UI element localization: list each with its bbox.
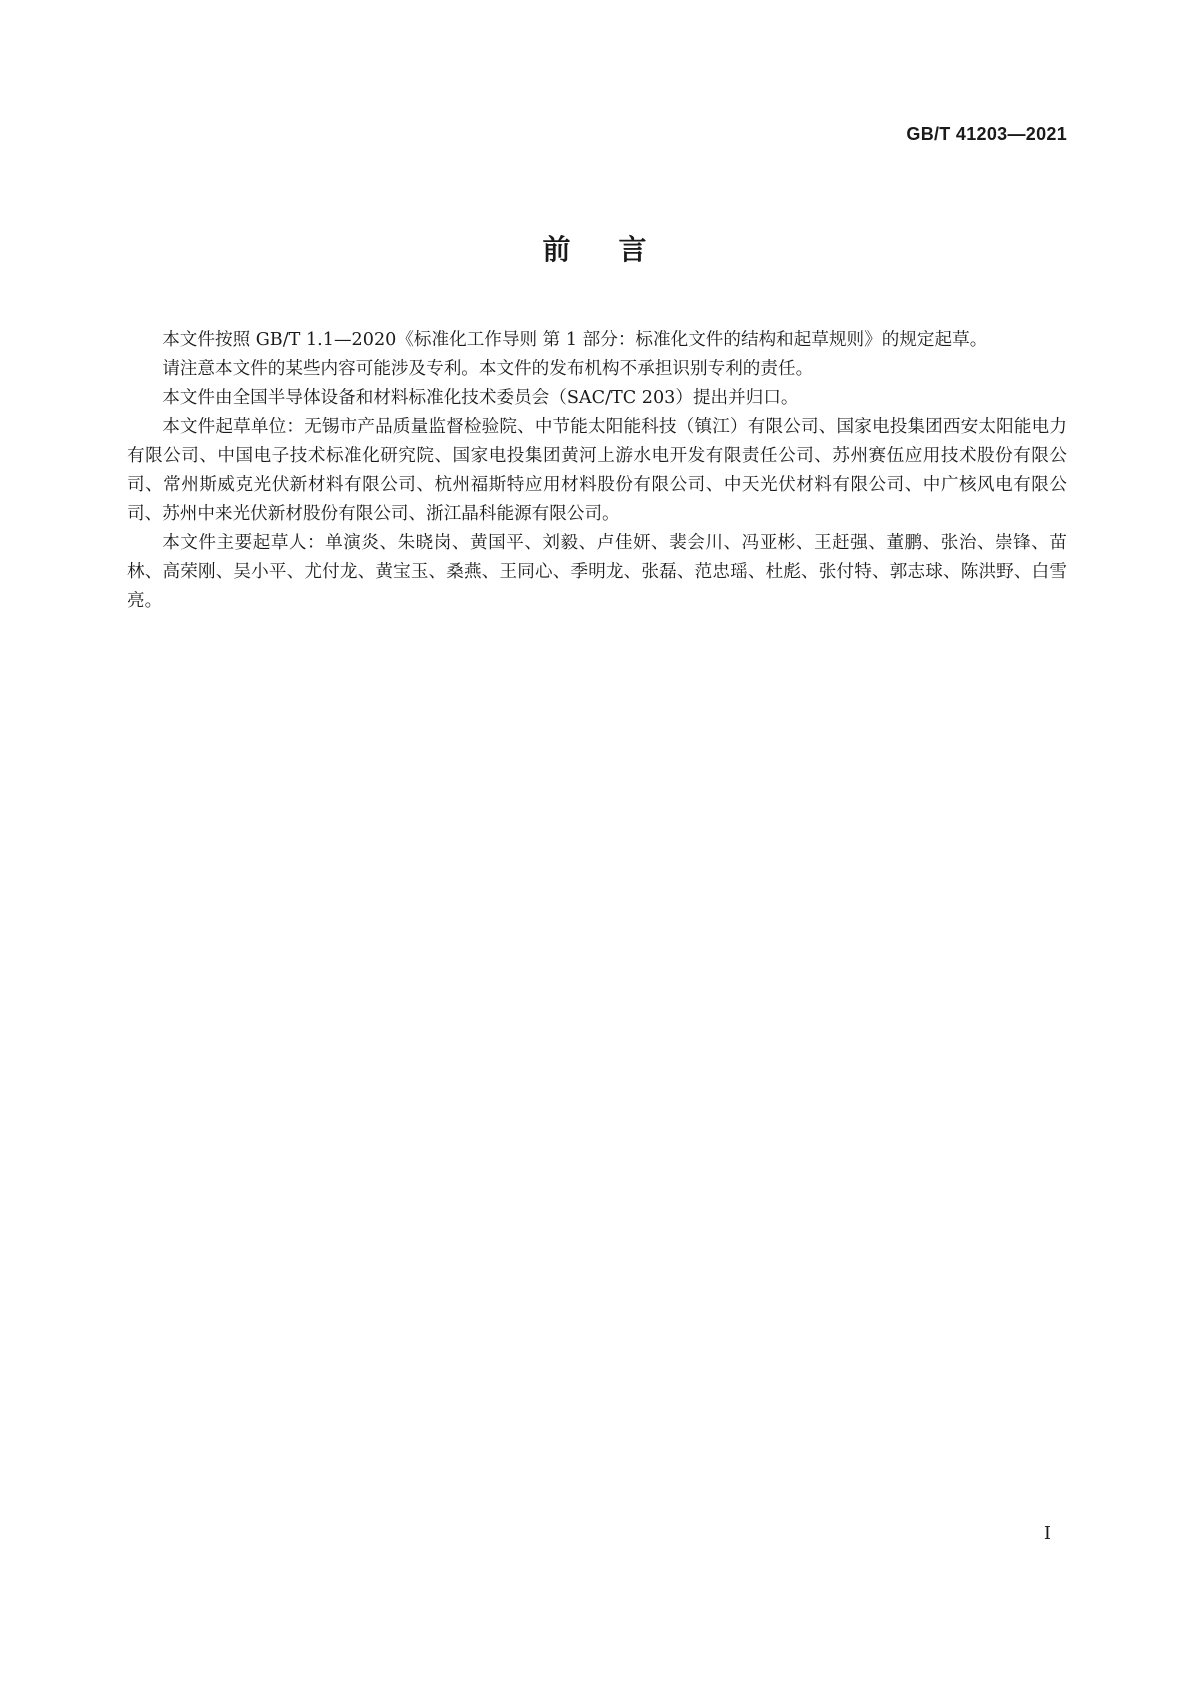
title-char-2: 言 <box>618 233 649 266</box>
foreword-body <box>127 326 1067 616</box>
title-char-1: 前 <box>542 233 573 266</box>
paragraph-patent-notice: 请注意本文件的某些内容可能涉及专利。本文件的发布机构不承担识别专利的责任。 <box>162 359 814 379</box>
page-number: I <box>1043 1523 1051 1544</box>
page-title <box>0 228 1191 268</box>
paragraph-drafters: 本文件主要起草人：单演炎、朱晓岗、黄国平、刘毅、卢佳妍、裴会川、冯亚彬、王赶强、董鹏、张治、崇锋、苗林、高荣刚、吴小平、尤付龙、黄宝玉、桑燕、王同心、季明龙、张磊、范忠瑶、杜彪、张付特、郭志球、陈洪野、白雪亮。 <box>127 533 1067 611</box>
paragraph-drafting-rules: 本文件按照 GB/T 1.1—2020《标准化工作导则 第 1 部分：标准化文件的结构和起草规则》的规定起草。 <box>162 330 988 350</box>
document-code: GB/T 41203—2021 <box>906 124 1067 144</box>
paragraph-committee: 本文件由全国半导体设备和材料标准化技术委员会（SAC/TC 203）提出并归口。 <box>162 388 799 408</box>
paragraph-drafting-units: 本文件起草单位：无锡市产品质量监督检验院、中节能太阳能科技（镇江）有限公司、国家电投集团西安太阳能电力有限公司、中国电子技术标准化研究院、国家电投集团黄河上游水电开发有限责任公司、苏州赛伍应用技术股份有限公司、常州斯威克光伏新材料有限公司、杭州福斯特应用材料股份有限公司、中天光伏材料有限公司、中广核风电有限公司、苏州中来光伏新材股份有限公司、浙江晶科能源有限公司。 <box>127 417 1067 524</box>
